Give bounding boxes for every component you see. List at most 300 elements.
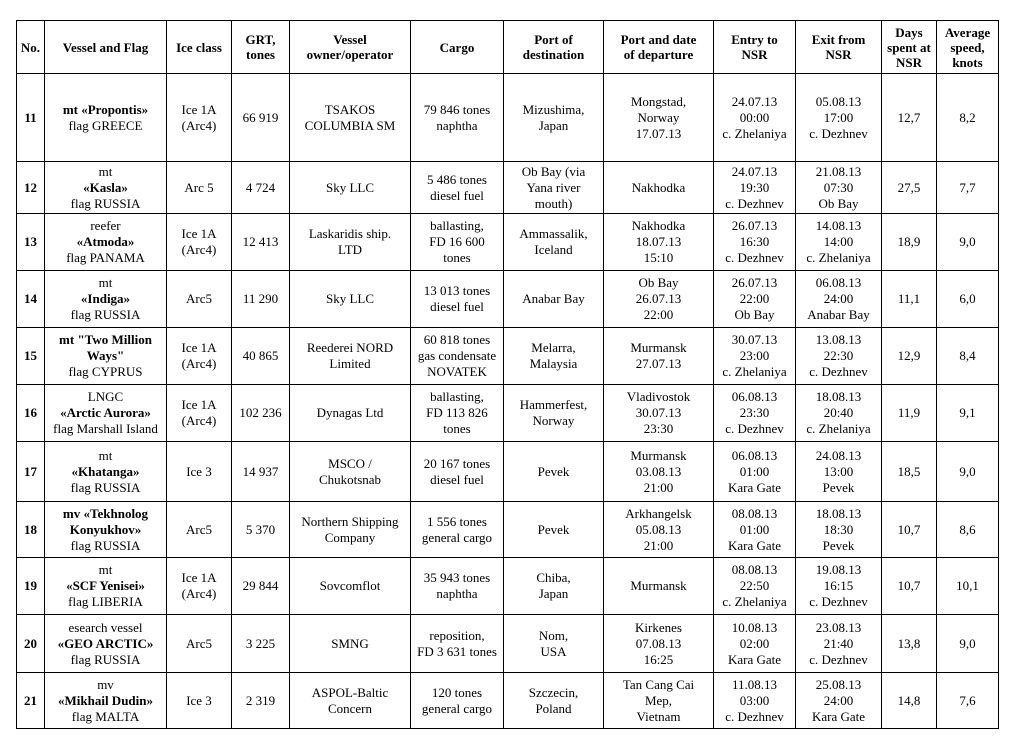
cell-line: Norway: [532, 413, 575, 428]
destination-cell: [504, 271, 604, 328]
cell-line: TSAKOS: [324, 101, 376, 117]
header-line: Port of: [534, 32, 573, 47]
days-cell: 12,9: [882, 328, 937, 385]
header-destination: [504, 21, 604, 74]
cell-line: Kirkenes: [635, 619, 682, 635]
cell-line: Ice 1A: [181, 340, 217, 355]
cell-line: mt: [98, 275, 113, 290]
cell-line: 17.07.13: [635, 125, 682, 141]
cell-line: Laskaridis ship.: [308, 226, 392, 241]
owner-cell: [290, 385, 411, 442]
cell-line: 13.08.13: [815, 332, 862, 347]
entry-cell: [714, 442, 796, 502]
cargo-cell: [411, 442, 504, 502]
days-cell: 11,1: [882, 271, 937, 328]
cell-line: Iceland: [534, 242, 573, 257]
cell-line: Ice 3: [186, 463, 212, 479]
vessel-cell: [45, 615, 167, 673]
cell-line: Mongstad,: [630, 93, 687, 109]
cell-line: 10.08.13: [731, 619, 778, 635]
cell-line: Reederei NORD: [306, 340, 394, 355]
cell-line: 5 486 tones: [427, 171, 487, 187]
cargo-cell: [411, 558, 504, 615]
entry-cell: [714, 162, 796, 214]
vessel-cell: [45, 162, 167, 214]
cell-line: 23:30: [739, 405, 770, 420]
header-owner: [290, 21, 411, 74]
cell-line: 13:00: [823, 463, 854, 479]
grt-cell: 4 724: [232, 162, 290, 214]
cell-line: Mep,: [644, 692, 673, 708]
departure-cell: [604, 673, 714, 729]
owner-cell: [290, 271, 411, 328]
cell-line: c. Zhelaniya: [722, 364, 787, 379]
cell-line: Japan: [538, 117, 569, 133]
header-line: tones: [246, 47, 275, 62]
cell-line: flag Marshall Island: [53, 421, 158, 436]
speed-cell: 10,1: [937, 558, 999, 615]
exit-cell: [796, 328, 882, 385]
header-line: destination: [522, 47, 585, 62]
cell-line: flag MALTA: [71, 708, 140, 724]
header-grt: [232, 21, 290, 74]
exit-cell: [796, 385, 882, 442]
table-row: [17, 162, 999, 214]
exit-cell: [796, 442, 882, 502]
cell-line: «Indiga»: [80, 291, 131, 306]
cell-line: 30.07.13: [731, 332, 778, 347]
speed-cell: 9,0: [937, 214, 999, 271]
cargo-cell: [411, 502, 504, 558]
grt-cell: 5 370: [232, 502, 290, 558]
cell-line: Kara Gate: [811, 708, 866, 724]
cell-line: Ob Bay (via: [521, 163, 586, 179]
table-row: [17, 558, 999, 615]
departure-cell: [604, 385, 714, 442]
ice-class-cell: [167, 271, 232, 328]
exit-cell: [796, 271, 882, 328]
cell-line: Company: [324, 529, 376, 545]
grt-cell: 12 413: [232, 214, 290, 271]
cell-line: Nakhodka: [631, 218, 686, 233]
table-row: [17, 271, 999, 328]
table-body: [17, 74, 999, 729]
owner-cell: [290, 328, 411, 385]
cell-line: gas condensate: [417, 348, 497, 363]
entry-cell: [714, 214, 796, 271]
cell-line: flag LIBERIA: [68, 594, 143, 609]
cell-line: 24.07.13: [731, 93, 778, 109]
no-cell: 12: [17, 162, 45, 214]
cell-line: mt: [98, 163, 113, 179]
owner-cell: [290, 502, 411, 558]
departure-cell: [604, 558, 714, 615]
ice-class-cell: [167, 442, 232, 502]
cell-line: mt "Two Million: [59, 332, 152, 347]
cell-line: 00:00: [739, 109, 770, 125]
entry-cell: [714, 673, 796, 729]
cell-line: Kara Gate: [727, 479, 782, 495]
no-cell: 13: [17, 214, 45, 271]
cell-line: 24.07.13: [731, 163, 778, 179]
table-row: [17, 74, 999, 162]
cell-line: Murmansk: [630, 340, 687, 355]
table-row: [17, 214, 999, 271]
cell-line: Ice 3: [186, 692, 212, 708]
cell-line: tones: [443, 421, 471, 436]
cell-line: flag PANAMA: [66, 250, 145, 265]
cargo-cell: [411, 271, 504, 328]
cell-line: Yana river: [526, 179, 581, 195]
cell-line: esearch vessel: [68, 619, 143, 635]
cell-line: Szczecin,: [528, 684, 579, 700]
table-row: [17, 328, 999, 385]
header-no: [17, 21, 45, 74]
cell-line: MSCO /: [328, 455, 372, 471]
cell-line: 22:50: [739, 578, 770, 593]
cell-line: 19.08.13: [815, 562, 862, 577]
cell-line: Arc5: [186, 635, 212, 651]
cell-line: 14.08.13: [815, 218, 862, 233]
entry-cell: [714, 558, 796, 615]
cell-line: flag GREECE: [68, 117, 143, 133]
cargo-cell: [411, 328, 504, 385]
table-row: [17, 615, 999, 673]
header-line: knots: [952, 54, 983, 70]
destination-cell: [504, 214, 604, 271]
cell-line: 18.08.13: [815, 505, 862, 521]
cell-line: c. Zhelaniya: [722, 594, 787, 609]
cell-line: 06.08.13: [731, 447, 778, 463]
speed-cell: 9,0: [937, 442, 999, 502]
days-cell: 13,8: [882, 615, 937, 673]
no-cell: 15: [17, 328, 45, 385]
cell-line: 27.07.13: [635, 356, 682, 371]
cell-line: Dynagas Ltd: [316, 405, 384, 420]
cell-line: 07:30: [823, 179, 854, 195]
header-line: owner/operator: [306, 47, 394, 62]
cell-line: c. Dezhnev: [725, 195, 784, 211]
entry-cell: [714, 74, 796, 162]
header-line: Entry to: [731, 32, 778, 47]
no-cell: 18: [17, 502, 45, 558]
cell-line: diesel fuel: [430, 471, 484, 487]
cell-line: 35 943 tones: [423, 570, 491, 585]
cell-line: diesel fuel: [430, 299, 484, 314]
cell-line: c. Dezhnev: [809, 651, 868, 667]
cell-line: Northern Shipping: [301, 513, 399, 529]
cell-line: 05.08.13: [815, 93, 862, 109]
owner-cell: [290, 615, 411, 673]
destination-cell: [504, 385, 604, 442]
cell-line: c. Zhelaniya: [722, 125, 787, 141]
cell-line: general cargo: [421, 529, 493, 545]
cell-line: flag CYPRUS: [68, 364, 143, 379]
vessel-cell: [45, 442, 167, 502]
cell-line: Pevek: [822, 479, 855, 495]
cargo-cell: [411, 673, 504, 729]
cell-line: 21:00: [643, 537, 674, 553]
no-cell: 20: [17, 615, 45, 673]
cell-line: Ice 1A: [181, 226, 217, 241]
destination-cell: [504, 442, 604, 502]
destination-cell: [504, 615, 604, 673]
header-ice-class: [167, 21, 232, 74]
ice-class-cell: [167, 502, 232, 558]
ice-class-cell: [167, 214, 232, 271]
cell-line: Ob Bay: [734, 307, 775, 322]
cell-line: ballasting,: [430, 218, 484, 233]
cell-line: LTD: [337, 242, 363, 257]
cell-line: 08.08.13: [731, 505, 778, 521]
cell-line: 11.08.13: [731, 676, 778, 692]
cell-line: «Atmoda»: [76, 234, 135, 249]
cell-line: mt: [98, 447, 113, 463]
entry-cell: [714, 385, 796, 442]
destination-cell: [504, 328, 604, 385]
cell-line: Japan: [538, 586, 569, 601]
cell-line: 02:00: [739, 635, 770, 651]
cell-line: Mizushima,: [522, 101, 585, 117]
no-cell: 17: [17, 442, 45, 502]
cell-line: 24.08.13: [815, 447, 862, 463]
header-exit: [796, 21, 882, 74]
entry-cell: [714, 502, 796, 558]
cell-line: USA: [540, 643, 567, 659]
cell-line: Norway: [637, 109, 680, 125]
cell-line: flag RUSSIA: [70, 195, 141, 211]
cell-line: Murmansk: [630, 578, 687, 593]
entry-cell: [714, 328, 796, 385]
cell-line: ballasting,: [430, 389, 484, 404]
cell-line: Arc5: [186, 291, 212, 306]
cell-line: 18:30: [823, 521, 854, 537]
cell-line: diesel fuel: [430, 187, 484, 203]
days-cell: 14,8: [882, 673, 937, 729]
cell-line: general cargo: [421, 700, 493, 716]
cell-line: reefer: [90, 218, 121, 233]
destination-cell: [504, 673, 604, 729]
cell-line: c. Dezhnev: [725, 421, 784, 436]
cell-line: Ice 1A: [181, 101, 217, 117]
cell-line: Chukotsnab: [318, 471, 382, 487]
header-line: Average: [944, 24, 991, 40]
days-cell: 12,7: [882, 74, 937, 162]
cell-line: FD 16 600: [429, 234, 485, 249]
grt-cell: 102 236: [232, 385, 290, 442]
header-line: GRT,: [245, 32, 276, 47]
cell-line: mv: [97, 676, 114, 692]
days-cell: 18,9: [882, 214, 937, 271]
cell-line: 26.07.13: [635, 291, 682, 306]
departure-cell: [604, 442, 714, 502]
grt-cell: 2 319: [232, 673, 290, 729]
table-row: [17, 673, 999, 729]
vessel-table-container: [16, 20, 999, 729]
cell-line: Nom,: [538, 627, 569, 643]
cell-line: Ob Bay: [818, 195, 859, 211]
cell-line: 16:15: [823, 578, 854, 593]
cell-line: 01:00: [739, 521, 770, 537]
header-line: Port and date: [620, 32, 697, 47]
cell-line: Limited: [329, 356, 371, 371]
grt-cell: 14 937: [232, 442, 290, 502]
cell-line: Nakhodka: [631, 179, 686, 195]
cell-line: c. Dezhnev: [725, 250, 784, 265]
cell-line: Malaysia: [529, 356, 578, 371]
cell-line: (Arc4): [181, 586, 217, 601]
cargo-cell: [411, 615, 504, 673]
cell-line: 13 013 tones: [423, 283, 491, 298]
grt-cell: 3 225: [232, 615, 290, 673]
header-line: Vessel: [333, 32, 367, 47]
cell-line: 19:30: [739, 179, 770, 195]
entry-cell: [714, 615, 796, 673]
days-cell: 27,5: [882, 162, 937, 214]
cell-line: ASPOL-Baltic: [311, 684, 389, 700]
cell-line: 16:25: [643, 651, 674, 667]
exit-cell: [796, 502, 882, 558]
cell-line: flag RUSSIA: [70, 307, 141, 322]
vessel-cell: [45, 74, 167, 162]
cell-line: Arc5: [186, 521, 212, 537]
no-cell: 19: [17, 558, 45, 615]
cell-line: 05.08.13: [635, 521, 682, 537]
cell-line: naphtha: [436, 117, 478, 133]
header-entry: [714, 21, 796, 74]
cell-line: LNGC: [87, 389, 124, 404]
vessel-cell: [45, 673, 167, 729]
days-cell: 10,7: [882, 502, 937, 558]
speed-cell: 9,1: [937, 385, 999, 442]
departure-cell: [604, 74, 714, 162]
cell-line: c. Dezhnev: [809, 364, 868, 379]
cell-line: mouth): [534, 195, 573, 211]
destination-cell: [504, 162, 604, 214]
cell-line: 06.08.13: [815, 275, 862, 290]
cell-line: c. Dezhnev: [725, 708, 784, 724]
cargo-cell: [411, 214, 504, 271]
grt-cell: 40 865: [232, 328, 290, 385]
exit-cell: [796, 673, 882, 729]
cell-line: (Arc4): [181, 117, 217, 133]
departure-cell: [604, 502, 714, 558]
cell-line: 79 846 tones: [423, 101, 491, 117]
speed-cell: 7,6: [937, 673, 999, 729]
ice-class-cell: [167, 673, 232, 729]
cell-line: «GEO ARCTIC»: [57, 635, 154, 651]
departure-cell: [604, 328, 714, 385]
cell-line: 26.07.13: [731, 275, 778, 290]
vessel-cell: [45, 558, 167, 615]
cell-line: 120 tones: [431, 684, 483, 700]
cell-line: Ammassalik,: [519, 226, 588, 241]
cell-line: Concern: [327, 700, 373, 716]
cell-line: 23.08.13: [815, 619, 862, 635]
cell-line: 1 556 tones: [427, 513, 487, 529]
cell-line: Konyukhov»: [69, 521, 142, 537]
departure-cell: [604, 214, 714, 271]
cell-line: (Arc4): [181, 356, 217, 371]
ice-class-cell: [167, 385, 232, 442]
cell-line: 22:00: [739, 291, 770, 306]
cell-line: 21.08.13: [815, 163, 862, 179]
owner-cell: [290, 673, 411, 729]
cell-line: naphtha: [436, 586, 478, 601]
vessel-cell: [45, 214, 167, 271]
cell-line: 60 818 tones: [423, 332, 491, 347]
no-cell: 21: [17, 673, 45, 729]
destination-cell: [504, 502, 604, 558]
exit-cell: [796, 558, 882, 615]
no-cell: 14: [17, 271, 45, 328]
cell-line: Pevek: [537, 521, 570, 537]
vessel-cell: [45, 385, 167, 442]
cell-line: 22:30: [823, 348, 854, 363]
header-line: spent at: [887, 39, 931, 55]
header-speed: [937, 21, 999, 74]
cell-line: 08.08.13: [731, 562, 778, 577]
cell-line: 24:00: [823, 692, 854, 708]
cell-line: Chiba,: [536, 570, 571, 585]
exit-cell: [796, 615, 882, 673]
header-line: of departure: [623, 47, 694, 62]
cell-line: 15:10: [643, 250, 674, 265]
header-line: NSR: [741, 47, 768, 62]
owner-cell: [290, 162, 411, 214]
cell-line: 03:00: [739, 692, 770, 708]
no-cell: 16: [17, 385, 45, 442]
cell-line: c. Zhelaniya: [806, 250, 871, 265]
cell-line: 30.07.13: [635, 405, 682, 420]
cell-line: NOVATEK: [427, 364, 487, 379]
cell-line: COLUMBIA SM: [304, 117, 396, 133]
cell-line: 17:00: [823, 109, 854, 125]
cell-line: Sovcomflot: [319, 578, 381, 593]
cargo-cell: [411, 162, 504, 214]
cell-line: 23:00: [739, 348, 770, 363]
speed-cell: 9,0: [937, 615, 999, 673]
entry-cell: [714, 271, 796, 328]
header-line: Days: [895, 24, 923, 40]
cell-line: Poland: [535, 700, 572, 716]
cell-line: Kara Gate: [727, 651, 782, 667]
speed-cell: 8,6: [937, 502, 999, 558]
cell-line: tones: [443, 250, 471, 265]
cell-line: (Arc4): [181, 242, 217, 257]
table-row: [17, 502, 999, 558]
owner-cell: [290, 74, 411, 162]
cell-line: «Arctic Aurora»: [60, 405, 151, 420]
cell-line: «Kasla»: [83, 179, 128, 195]
cargo-cell: [411, 385, 504, 442]
cell-line: 22:00: [643, 307, 674, 322]
header-vessel-flag: [45, 21, 167, 74]
cell-line: c. Dezhnev: [809, 125, 868, 141]
cell-line: 18.07.13: [635, 234, 682, 249]
destination-cell: [504, 74, 604, 162]
owner-cell: [290, 442, 411, 502]
cell-line: Anabar Bay: [807, 307, 870, 322]
grt-cell: 66 919: [232, 74, 290, 162]
cell-line: flag RUSSIA: [70, 479, 141, 495]
cell-line: 06.08.13: [731, 389, 778, 404]
cell-line: «Mikhail Dudin»: [57, 692, 153, 708]
owner-cell: [290, 558, 411, 615]
cell-line: 20:40: [823, 405, 854, 420]
cell-line: Tan Cang Cai: [622, 676, 695, 692]
cell-line: Ob Bay: [638, 275, 679, 290]
